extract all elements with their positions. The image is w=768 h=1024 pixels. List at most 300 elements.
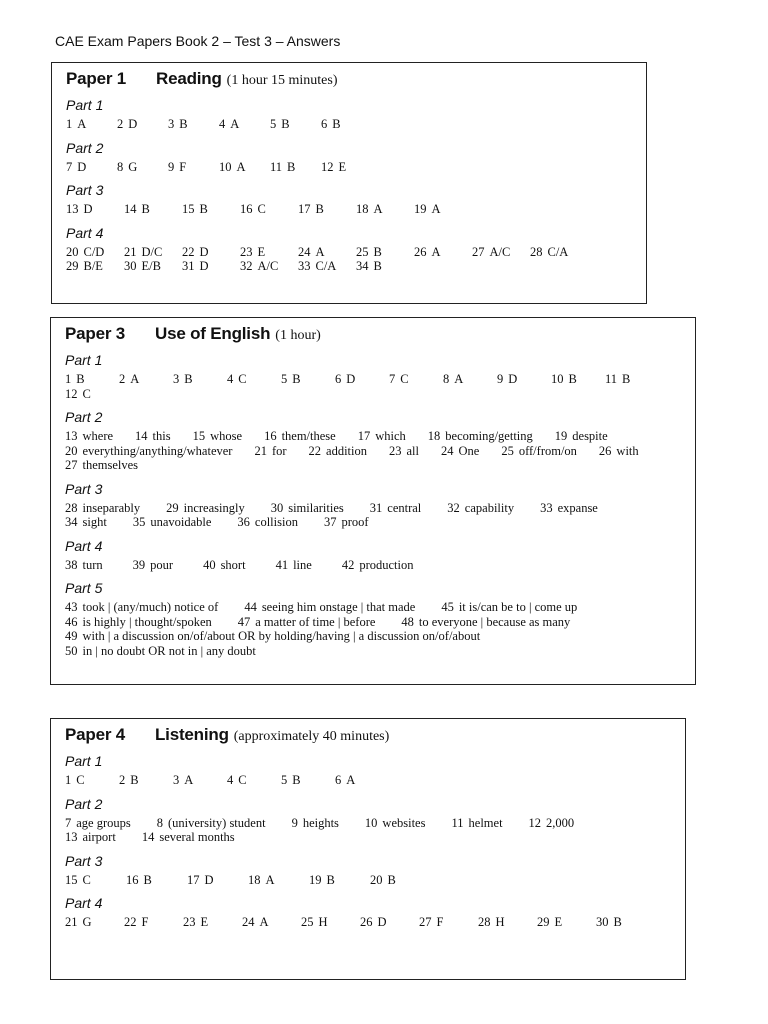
answer-item xyxy=(356,245,414,260)
answer-value: D xyxy=(377,915,387,929)
answer-value: a matter of time | before xyxy=(255,614,376,629)
part-block xyxy=(65,853,673,888)
answer-item xyxy=(360,915,419,930)
answer-item xyxy=(65,615,212,630)
answer-item xyxy=(173,372,227,387)
part-title: Part 2 xyxy=(66,139,104,156)
question-number: 11 xyxy=(451,815,464,830)
question-number: 22 xyxy=(308,443,322,458)
question-number: 1 xyxy=(65,372,72,386)
question-number: 42 xyxy=(341,557,355,572)
part-title: Part 3 xyxy=(66,182,104,198)
answer-item xyxy=(65,629,480,644)
answer-item xyxy=(335,773,389,788)
part-block xyxy=(66,182,634,217)
answer-value: B xyxy=(568,372,577,386)
part-title: Part 5 xyxy=(65,580,103,596)
answer-item xyxy=(65,387,119,402)
answer-value: central xyxy=(387,500,422,515)
question-number: 23 xyxy=(389,443,402,458)
answer-item xyxy=(182,245,240,260)
question-number: 23 xyxy=(240,244,253,259)
answer-value: A xyxy=(130,372,140,386)
answer-item xyxy=(248,873,309,888)
answer-value: B xyxy=(130,773,139,787)
part-title: Part 2 xyxy=(65,409,103,425)
answer-value: capability xyxy=(464,500,515,515)
answer-value: expanse xyxy=(557,500,598,515)
answer-item xyxy=(298,202,356,217)
answer-value: D/C xyxy=(141,244,163,259)
question-number: 18 xyxy=(356,202,369,216)
question-number: 3 xyxy=(168,117,175,131)
part-block xyxy=(65,796,673,845)
answer-item xyxy=(182,259,240,274)
question-number: 26 xyxy=(598,443,612,458)
answer-item xyxy=(65,830,116,845)
part-block xyxy=(66,97,634,132)
question-number: 41 xyxy=(275,557,289,572)
answer-value: B xyxy=(143,872,152,887)
answer-value: C xyxy=(82,386,91,401)
question-number: 4 xyxy=(219,117,226,131)
answer-value: B xyxy=(622,372,631,386)
answer-item xyxy=(356,202,414,217)
question-number: 32 xyxy=(447,500,460,515)
answer-value: collision xyxy=(254,515,298,529)
question-number: 27 xyxy=(472,244,485,259)
question-number: 16 xyxy=(240,202,253,216)
paper-1-reading-box xyxy=(51,62,647,304)
answer-item xyxy=(183,915,242,930)
question-number: 49 xyxy=(65,629,78,643)
answer-item xyxy=(478,915,537,930)
answer-value: C xyxy=(238,773,247,787)
answer-value: A xyxy=(315,244,325,259)
answer-value: several months xyxy=(159,830,235,844)
answer-value: themselves xyxy=(82,458,139,472)
answer-value: B xyxy=(387,872,396,887)
question-number: 34 xyxy=(356,259,369,273)
answer-value: it is/can be to | come up xyxy=(458,600,578,614)
answer-value: airport xyxy=(82,830,116,844)
question-number: 21 xyxy=(65,915,78,929)
answer-value: D xyxy=(199,259,209,273)
answer-item xyxy=(65,458,138,473)
answer-value: short xyxy=(220,557,246,572)
answer-item xyxy=(124,202,182,217)
question-number: 15 xyxy=(182,202,195,216)
paper-heading xyxy=(65,725,673,745)
paper-3-use-of-english-box xyxy=(50,317,696,685)
question-number: 26 xyxy=(414,244,427,259)
question-number: 17 xyxy=(298,202,311,216)
answer-item xyxy=(238,615,376,630)
answer-value: A/C xyxy=(257,259,279,273)
question-number: 11 xyxy=(270,159,283,174)
answer-value: in | no doubt OR not in | any doubt xyxy=(82,643,256,658)
question-number: 30 xyxy=(124,259,137,273)
answer-item xyxy=(240,245,298,260)
answer-value: B xyxy=(613,915,622,929)
answer-item xyxy=(401,615,570,630)
answer-value: A xyxy=(230,117,240,131)
answer-list xyxy=(65,773,673,788)
answer-item xyxy=(271,501,344,516)
question-number: 25 xyxy=(301,915,314,929)
answer-item xyxy=(65,501,140,516)
answer-value: E xyxy=(554,915,563,929)
question-number: 46 xyxy=(65,614,78,629)
answer-list xyxy=(65,915,673,930)
question-number: 9 xyxy=(168,159,175,174)
part-block xyxy=(65,895,673,930)
answer-item xyxy=(529,816,575,831)
answer-value: C/A xyxy=(547,244,569,259)
answer-value: with | a discussion on/of/about OR by holding/having | a discussion on/of/about xyxy=(82,629,481,643)
answer-value: C xyxy=(238,372,247,386)
question-number: 15 xyxy=(192,429,206,443)
answer-value: B/E xyxy=(83,259,103,273)
part-title: Part 3 xyxy=(65,480,103,497)
answer-value: becoming/getting xyxy=(445,429,533,443)
answer-item xyxy=(124,915,183,930)
answer-value: D xyxy=(508,372,518,386)
question-number: 24 xyxy=(242,915,255,929)
answer-value: which xyxy=(375,429,406,443)
answer-value: them/these xyxy=(281,429,336,443)
answer-value: helmet xyxy=(468,815,503,830)
question-number: 2 xyxy=(119,372,126,386)
answer-item xyxy=(281,372,335,387)
part-block xyxy=(65,352,683,401)
question-number: 37 xyxy=(323,515,337,529)
question-number: 29 xyxy=(537,915,550,929)
answer-item xyxy=(551,372,605,387)
answer-item xyxy=(596,915,655,930)
answer-value: G xyxy=(128,159,138,174)
answer-item xyxy=(117,117,168,132)
answer-value: H xyxy=(495,915,505,929)
part-title: Part 4 xyxy=(65,895,103,911)
answer-value: A/C xyxy=(489,244,511,259)
question-number: 12 xyxy=(65,386,78,401)
answer-value: B xyxy=(326,872,335,887)
question-number: 5 xyxy=(281,372,288,386)
question-number: 47 xyxy=(237,614,251,629)
answer-item xyxy=(309,873,370,888)
answer-value: D xyxy=(128,117,138,131)
question-number: 43 xyxy=(65,600,78,614)
answer-value: B xyxy=(199,202,208,216)
paper-number: Paper 1 xyxy=(66,69,127,88)
question-number: 28 xyxy=(530,244,543,259)
answer-value: E/B xyxy=(141,259,161,273)
answer-item xyxy=(133,515,212,530)
question-number: 34 xyxy=(65,515,78,529)
question-number: 31 xyxy=(369,500,383,515)
answer-value: proof xyxy=(341,515,369,529)
question-number: 14 xyxy=(141,830,155,844)
answer-item xyxy=(358,429,406,444)
answer-item xyxy=(65,515,107,530)
answer-item xyxy=(65,644,256,659)
answer-item xyxy=(227,773,281,788)
question-number: 1 xyxy=(66,117,73,131)
answer-value: sight xyxy=(82,515,107,529)
answer-value: A xyxy=(431,202,441,216)
answer-item xyxy=(537,915,596,930)
answer-item xyxy=(443,372,497,387)
answer-value: for xyxy=(271,443,287,458)
paper-name: Reading xyxy=(156,69,222,88)
answer-value: C xyxy=(257,202,266,216)
question-number: 35 xyxy=(132,515,146,529)
answer-item xyxy=(324,515,369,530)
answer-item xyxy=(65,873,126,888)
page-title: CAE Exam Papers Book 2 – Test 3 – Answers xyxy=(55,33,341,49)
answer-item xyxy=(166,501,245,516)
answer-item xyxy=(219,160,270,175)
question-number: 32 xyxy=(240,259,253,273)
answer-value: C xyxy=(76,773,85,787)
answer-list xyxy=(65,873,673,888)
question-number: 24 xyxy=(298,244,311,259)
answer-value: C xyxy=(82,872,91,887)
question-number: 29 xyxy=(66,259,79,273)
question-number: 22 xyxy=(182,244,195,259)
part-block xyxy=(65,481,683,530)
answer-item xyxy=(497,372,551,387)
answer-value: C/A xyxy=(315,259,337,273)
answer-item xyxy=(244,600,415,615)
answer-value: D xyxy=(199,244,209,259)
part-block xyxy=(66,225,634,274)
question-number: 36 xyxy=(237,515,250,529)
answer-value: E xyxy=(338,159,347,174)
answer-value: H xyxy=(318,915,328,929)
answer-item xyxy=(66,117,117,132)
question-number: 13 xyxy=(66,202,79,216)
answer-item xyxy=(240,202,298,217)
answer-list xyxy=(65,429,683,473)
answer-item xyxy=(65,915,124,930)
answer-item xyxy=(168,117,219,132)
part-block xyxy=(65,538,683,573)
answer-value: (university) student xyxy=(168,815,266,830)
answer-value: A xyxy=(431,244,441,259)
answer-value: similarities xyxy=(288,500,344,515)
answer-value: B xyxy=(292,372,301,386)
question-number: 25 xyxy=(501,443,514,458)
answer-value: 2,000 xyxy=(546,815,575,830)
question-number: 27 xyxy=(419,915,432,929)
answer-item xyxy=(193,429,242,444)
question-number: 13 xyxy=(65,429,78,443)
answer-item xyxy=(309,444,367,459)
answer-item xyxy=(237,515,298,530)
question-number: 7 xyxy=(65,815,72,830)
answer-value: B xyxy=(292,773,301,787)
answer-item xyxy=(530,245,588,260)
question-number: 4 xyxy=(227,372,234,386)
answer-item xyxy=(270,117,321,132)
answer-value: age groups xyxy=(76,815,131,830)
question-number: 9 xyxy=(291,815,298,830)
question-number: 30 xyxy=(596,915,609,929)
answer-item xyxy=(119,372,173,387)
answer-item xyxy=(65,816,131,831)
question-number: 20 xyxy=(65,443,78,458)
answer-value: A xyxy=(77,117,87,131)
answer-item xyxy=(187,873,248,888)
answer-item xyxy=(441,600,577,615)
question-number: 28 xyxy=(478,915,491,929)
question-number: 20 xyxy=(66,244,79,259)
answer-item xyxy=(157,816,266,831)
part-title: Part 3 xyxy=(65,852,103,869)
answer-value: B xyxy=(373,244,382,259)
answer-value: A xyxy=(454,372,464,386)
answer-item xyxy=(133,558,173,573)
answer-item xyxy=(66,202,124,217)
question-number: 8 xyxy=(156,815,163,830)
question-number: 50 xyxy=(65,643,78,658)
answer-list xyxy=(66,160,634,175)
answer-value: B xyxy=(179,117,188,131)
answer-item xyxy=(370,873,431,888)
question-number: 19 xyxy=(414,202,427,216)
answer-item xyxy=(419,915,478,930)
answer-value: C xyxy=(400,372,409,386)
question-number: 17 xyxy=(187,872,200,887)
answer-item xyxy=(124,259,182,274)
answer-value: A xyxy=(265,872,275,887)
answer-value: increasingly xyxy=(183,500,245,515)
paper-number: Paper 4 xyxy=(65,725,126,744)
question-number: 14 xyxy=(135,429,148,443)
answer-value: D xyxy=(346,372,356,386)
question-number: 10 xyxy=(551,372,564,386)
paper-duration: (1 hour 15 minutes) xyxy=(226,73,338,88)
answer-item xyxy=(66,245,124,260)
answer-value: A xyxy=(346,773,356,787)
answer-list xyxy=(65,600,683,658)
answer-value: G xyxy=(82,915,92,929)
answer-item xyxy=(203,558,246,573)
answer-item xyxy=(555,429,608,444)
question-number: 23 xyxy=(183,915,196,929)
question-number: 3 xyxy=(173,372,180,386)
answer-value: E xyxy=(257,244,266,259)
question-number: 25 xyxy=(356,244,369,259)
answer-item xyxy=(182,202,240,217)
answer-item xyxy=(242,915,301,930)
answer-value: unavoidable xyxy=(150,515,212,529)
answer-item xyxy=(65,444,232,459)
question-number: 17 xyxy=(357,429,371,443)
answer-item xyxy=(370,501,422,516)
answer-value: addition xyxy=(326,443,367,458)
answer-value: A xyxy=(184,773,194,787)
answer-item xyxy=(441,444,479,459)
question-number: 3 xyxy=(173,773,180,787)
answer-value: inseparably xyxy=(82,500,141,515)
answer-value: with xyxy=(616,443,639,458)
answer-item xyxy=(292,816,339,831)
question-number: 31 xyxy=(182,259,195,273)
answer-value: B xyxy=(184,372,193,386)
answer-value: B xyxy=(315,202,324,216)
answer-item xyxy=(335,372,389,387)
answer-value: heights xyxy=(302,815,339,830)
answer-value: where xyxy=(82,429,114,443)
question-number: 6 xyxy=(335,773,342,787)
answer-value: B xyxy=(373,259,382,273)
answer-list xyxy=(65,558,683,573)
question-number: 38 xyxy=(65,557,78,572)
answer-value: B xyxy=(287,159,296,174)
answer-list xyxy=(65,816,673,845)
answer-item xyxy=(389,372,443,387)
answer-item xyxy=(281,773,335,788)
answer-value: turn xyxy=(82,557,103,572)
question-number: 24 xyxy=(441,443,454,458)
answer-item xyxy=(66,160,117,175)
answer-value: D xyxy=(204,872,214,887)
question-number: 22 xyxy=(124,915,137,929)
question-number: 33 xyxy=(540,500,553,515)
answer-value: A xyxy=(259,915,269,929)
question-number: 14 xyxy=(124,202,137,216)
answer-value: E xyxy=(200,915,209,929)
part-block xyxy=(66,140,634,175)
question-number: 7 xyxy=(66,159,73,174)
answer-value: websites xyxy=(382,815,426,830)
question-number: 11 xyxy=(605,372,618,386)
answer-item xyxy=(117,160,168,175)
answer-item xyxy=(124,245,182,260)
answer-value: A xyxy=(373,202,383,216)
answer-value: line xyxy=(293,557,312,572)
answer-item xyxy=(240,259,298,274)
paper-name: Listening xyxy=(155,725,229,744)
answer-value: F xyxy=(179,159,187,174)
answer-value: this xyxy=(152,429,171,443)
question-number: 1 xyxy=(65,773,72,787)
answer-item xyxy=(276,558,312,573)
question-number: 15 xyxy=(65,872,78,887)
question-number: 33 xyxy=(298,259,311,273)
answer-value: is highly | thought/spoken xyxy=(82,614,212,629)
paper-duration: (1 hour) xyxy=(275,328,321,343)
question-number: 21 xyxy=(254,443,267,458)
answer-item xyxy=(605,372,659,387)
answer-item xyxy=(428,429,533,444)
answer-value: One xyxy=(458,443,480,458)
question-number: 5 xyxy=(270,117,277,131)
answer-item xyxy=(65,773,119,788)
question-number: 29 xyxy=(166,500,179,515)
answer-value: took | (any/much) notice of xyxy=(82,600,219,614)
answer-value: F xyxy=(141,915,149,929)
answer-value: B xyxy=(141,202,150,216)
answer-item xyxy=(168,160,219,175)
answer-value: D xyxy=(77,159,87,174)
answer-item xyxy=(447,501,514,516)
answer-item xyxy=(356,259,414,274)
question-number: 13 xyxy=(65,830,78,844)
